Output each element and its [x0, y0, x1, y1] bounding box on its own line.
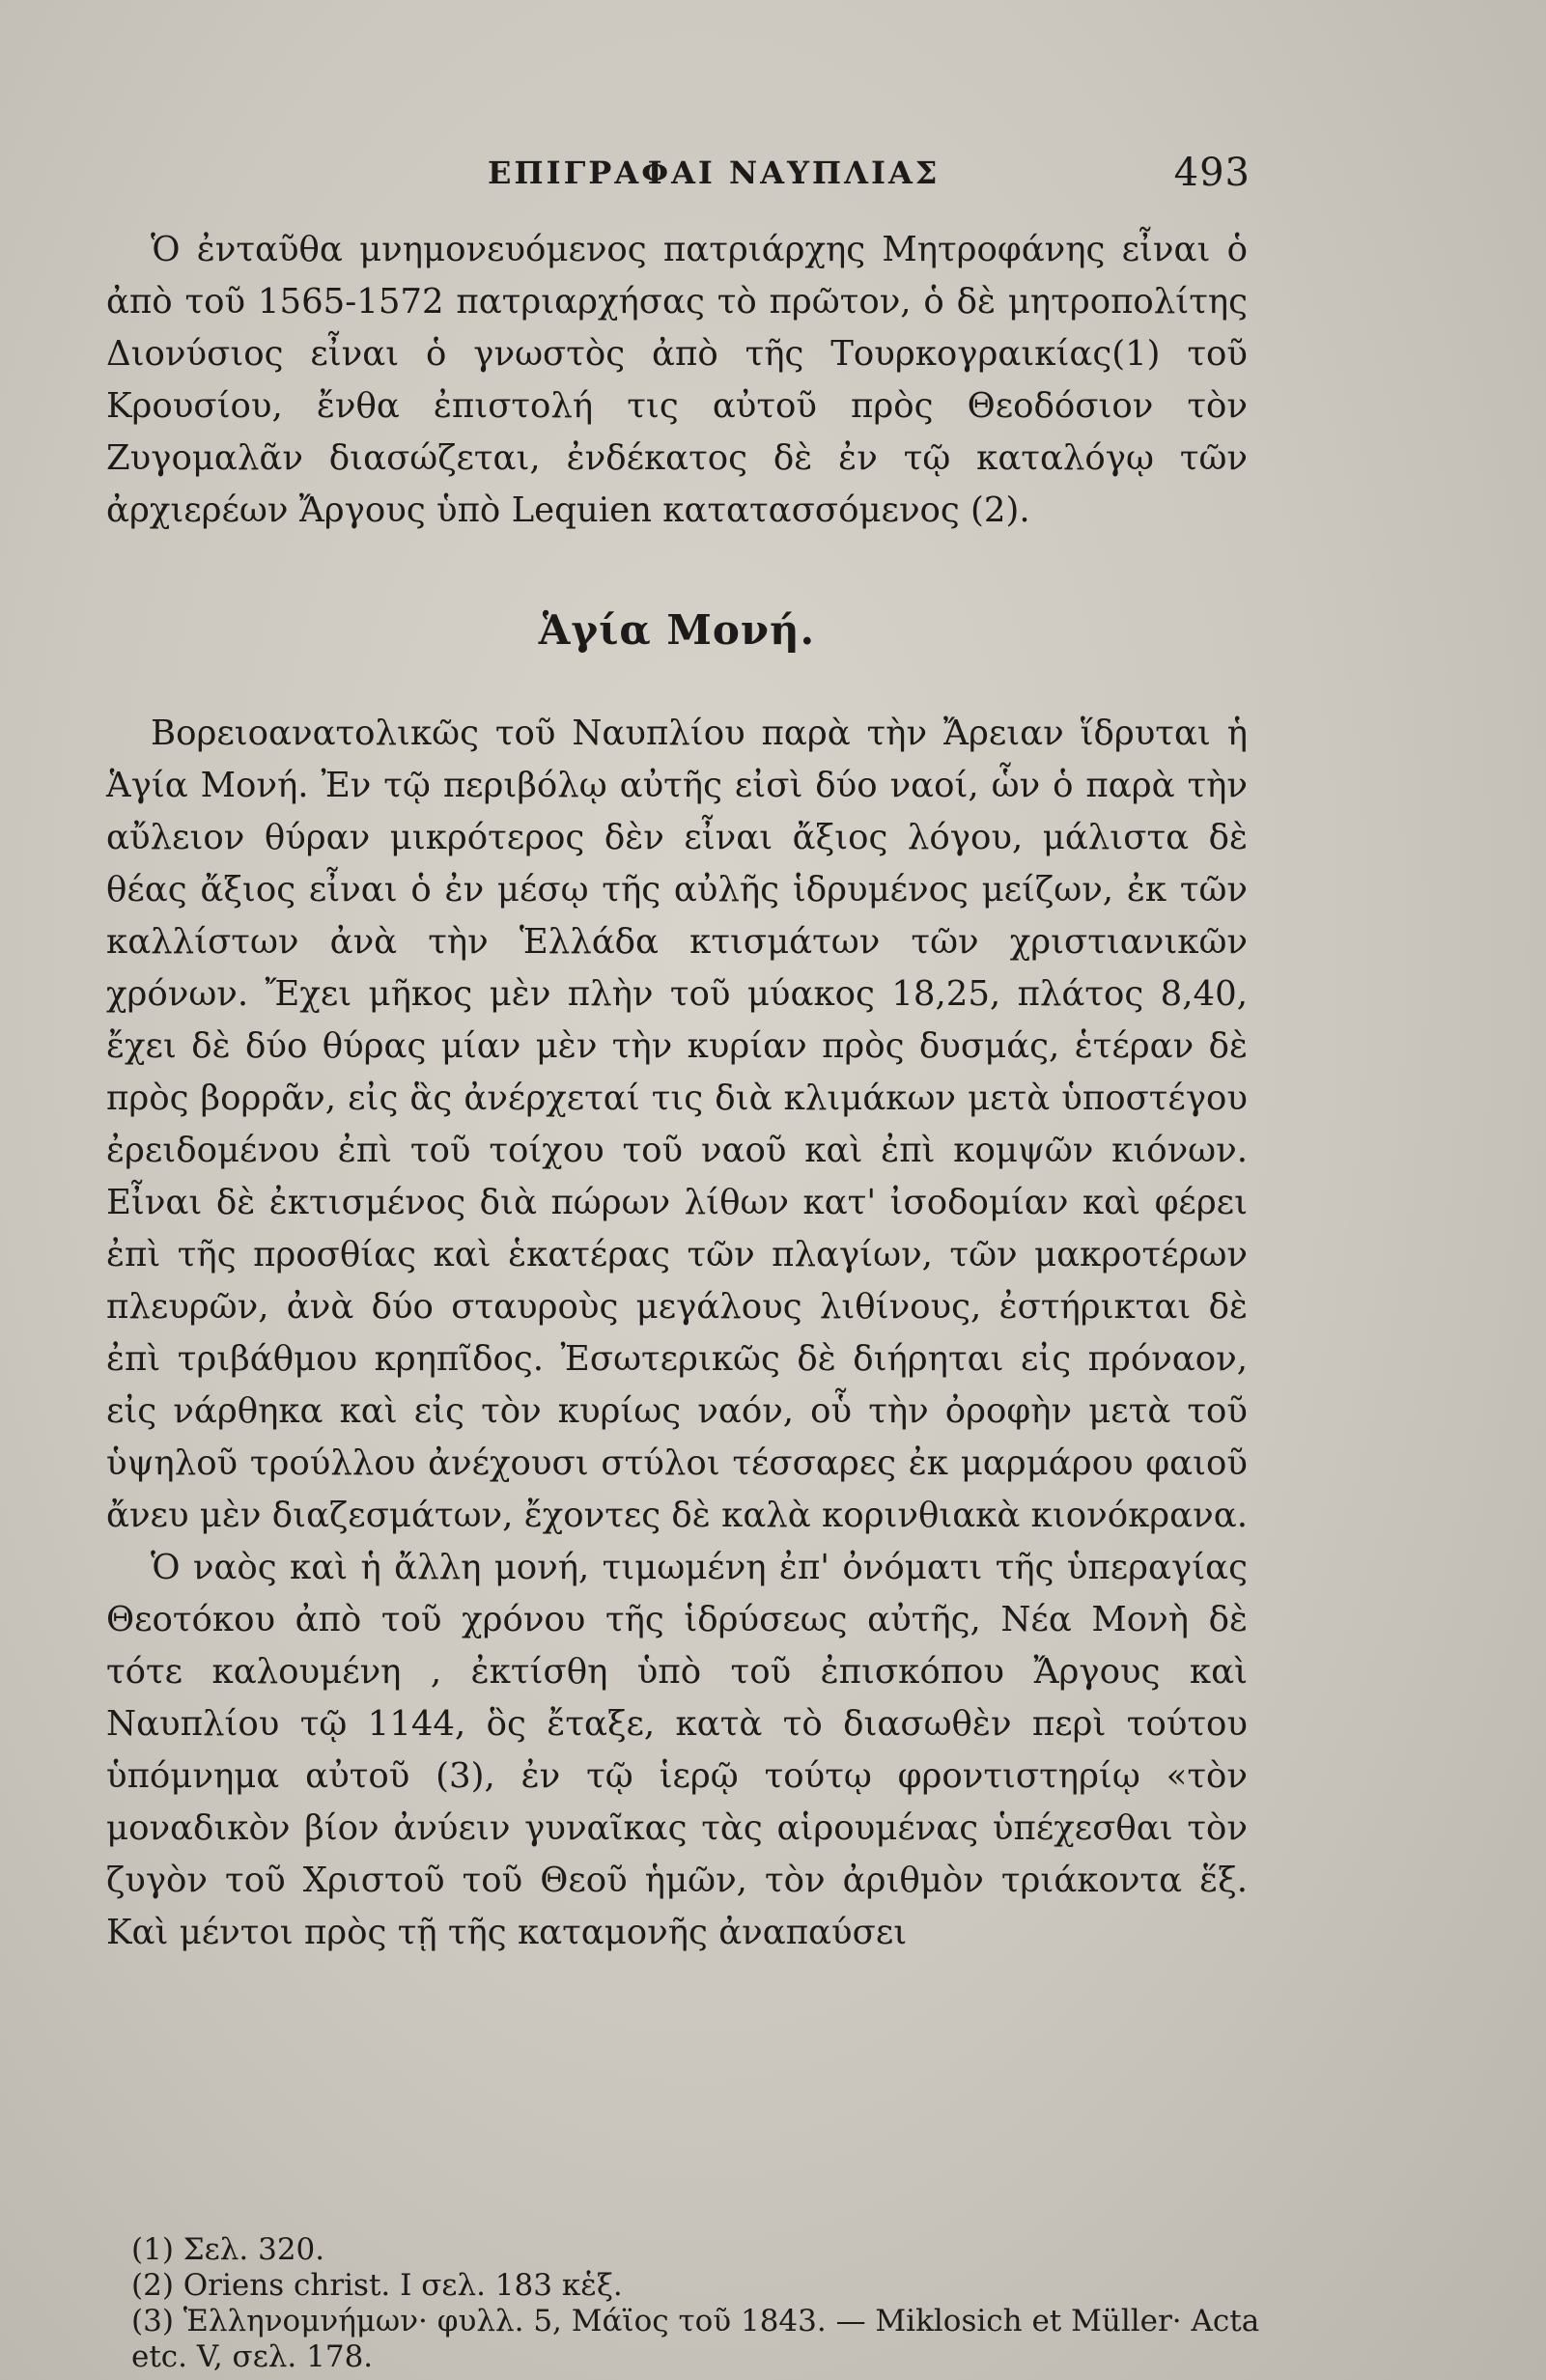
footnote-2: (2) Oriens christ. I σελ. 183 κἑξ.: [131, 2268, 623, 2303]
footnote-1: (1) Σελ. 320.: [131, 2232, 325, 2267]
paragraph-1: Ὁ ἐνταῦθα μνημονευόμενος πατριάρχης Μητροφάνης εἶναι ὁ ἀπὸ τοῦ 1565-1572 πατριαρχήσας τὸ πρῶτον, ὁ δὲ μητροπολίτης Διονύσιος εἶναι ὁ γνωστὸς ἀπὸ τῆς Τουρκογραικίας(1) τοῦ Κρουσίου, ἔνθα ἐπιστολή τις αὐτοῦ πρὸς Θεοδόσιον τὸν Ζυγομαλᾶν διασώζεται, ἐνδέκατος δὲ ἐν τῷ καταλόγῳ τῶν ἀρχιερέων Ἄργους ὑπὸ Lequien κατατασσόμενος (2).: [106, 230, 1248, 530]
page-header: [97, 151, 1251, 203]
paragraph-3: Ὁ ναὸς καὶ ἡ ἄλλη μονή, τιμωμένη ἐπ' ὀνόματι τῆς ὑπεραγίας Θεοτόκου ἀπὸ τοῦ χρόνου τῆς ἱδρύσεως αὐτῆς, Νέα Μονὴ δὲ τότε καλουμένη , ἐκτίσθη ὑπὸ τοῦ ἐπισκόπου Ἄργους καὶ Ναυπλίου τῷ 1144, ὃς ἔταξε, κατὰ τὸ διασωθὲν περὶ τούτου ὑπόμνημα αὐτοῦ (3), ἐν τῷ ἱερῷ τούτῳ φροντιστηρίῳ «τὸν μοναδικὸν βίον ἀνύειν γυναῖκας τὰς αἱρουμένας ὑπέχεσθαι τὸν ζυγὸν τοῦ Χριστοῦ τοῦ Θεοῦ ἡμῶν, τὸν ἀριθμὸν τριάκοντα ἕξ. Καὶ μέντοι πρὸς τῇ τῆς καταμονῆς ἀναπαύσει: [106, 1548, 1248, 1952]
page-number: 493: [1173, 151, 1251, 195]
section-heading: Ἁγία Μονή.: [538, 606, 816, 654]
paragraph-2: Βορειοανατολικῶς τοῦ Ναυπλίου παρὰ τὴν Ἄρειαν ἵδρυται ἡ Ἁγία Μονή. Ἐν τῷ περιβόλῳ αὐτῆς εἰσὶ δύο ναοί, ὧν ὁ παρὰ τὴν αὔλειον θύραν μικρότερος δὲν εἶναι ἄξιος λόγου, μάλιστα δὲ θέας ἄξιος εἶναι ὁ ἐν μέσῳ τῆς αὐλῆς ἱδρυμένος μείζων, ἐκ τῶν καλλίστων ἀνὰ τὴν Ἑλλάδα κτισμάτων τῶν χριστιανικῶν χρόνων. Ἔχει μῆκος μὲν πλὴν τοῦ μύακος 18,25, πλάτος 8,40, ἔχει δὲ δύο θύρας μίαν μὲν τὴν κυρίαν πρὸς δυσμάς, ἑτέραν δὲ πρὸς βορρᾶν, εἰς ἃς ἀνέρχεταί τις διὰ κλιμάκων μετὰ ὑποστέγου ἐρειδομένου ἐπὶ τοῦ τοίχου τοῦ ναοῦ καὶ ἐπὶ κομψῶν κιόνων. Εἶναι δὲ ἐκτισμένος διὰ πώρων λίθων κατ' ἰσοδομίαν καὶ φέρει ἐπὶ τῆς προσθίας καὶ ἑκατέρας τῶν πλαγίων, τῶν μακροτέρων πλευρῶν, ἀνὰ δύο σταυροὺς μεγάλους λιθίνους, ἐστήρικται δὲ ἐπὶ τριβάθμου κρηπῖδος. Ἐσωτερικῶς δὲ διήρηται εἰς πρόναον, εἰς νάρθηκα καὶ εἰς τὸν κυρίως ναόν, οὗ τὴν ὀροφὴν μετὰ τοῦ ὑψηλοῦ τρούλλου ἀνέχουσι στύλοι τέσσαρες ἐκ μαρμάρου φαιοῦ ἄνευ μὲν διαζεσμάτων, ἔχοντες δὲ καλὰ κορινθιακὰ κιονόκρανα.: [106, 714, 1248, 1535]
footnote-3-continuation: etc. V, σελ. 178.: [131, 2339, 374, 2374]
running-title: ΕΠΙΓΡΑΦΑΙ ΝΑΥΠΛΙΑΣ: [488, 154, 941, 191]
footnote-3: (3) Ἑλληνομνήμων· φυλλ. 5, Μάϊος τοῦ 1843. — Miklosich et Müller· Acta: [131, 2304, 1260, 2338]
main-text: [106, 224, 1248, 1959]
footnotes: [131, 2232, 1260, 2375]
